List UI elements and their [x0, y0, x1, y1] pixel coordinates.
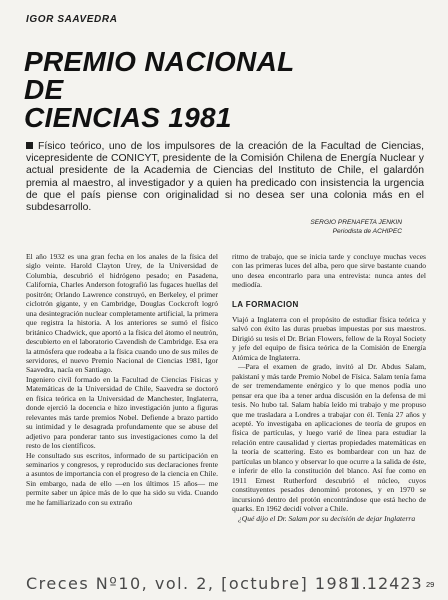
left-paragraph-3: He consultado sus escritos, informado de su participación en seminarios y congresos, y reproducido sus declaraciones frente a asuntos de importancia con el progreso de la ciencia en Chile. Sin embargo, nada de ello —en los últimos 15 años— me permite saber un ápice más de lo que ha sido su vida. Cuando me he familiarizado con su extraño: [26, 450, 218, 507]
catalog-number: I 12423: [355, 574, 423, 593]
subheading: LA FORMACION: [232, 300, 299, 309]
title-line-1: PREMIO NACIONAL: [24, 46, 295, 77]
handwritten-note: Creces Nº10, vol. 2, [octubre] 1981.: [26, 574, 369, 593]
right-intro-paragraph: ritmo de trabajo, que se inicia tarde y concluye muchas veces con las primeras luces del alba, pero que sirve bastante cuando uno desea encontrarlo para una entrevista: nunca antes del mediodía.: [232, 252, 426, 290]
right-paragraph-1: Viajó a Inglaterra con el propósito de estudiar física teórica y salvó con éxito las duras pruebas impuestas por sus maestros. Dirigió su tesis el Dr. Brian Flowers, fellow de la Royal Society y jefe del equipo de física teórica de la Comisión de Energía Atómica de Inglaterra.: [232, 315, 426, 362]
left-paragraph-1: El año 1932 es una gran fecha en los anales de la física del siglo veinte. Harold Clayton Urey, de la Universidad de Columbia, descubrió el hidrógeno pesado; en Pasadena, California, Charles Anderson fotografió las fugaces huellas del positrón; Orlando Lawrence construyó, en Berkeley, el primer ciclotrón gigante, y en Cambridge, Douglas Cockcroft logró una desintegración nuclear completamente artificial, la primera que registra la historia. A los anteriores se sumó el físico británico Chadwick, que aportó a la física del átomo el neutrón, descubierto en el laboratorio Cavendish de Cambridge. Esa era la atmósfera que rodeaba a la física cuando uno de sus miles de servidores, el nuevo Premio Nacional de Ciencias 1981, Igor Saavedra, nacía en Santiago.: [26, 252, 218, 375]
title-line-2: DE: [24, 74, 64, 105]
right-column: [232, 315, 426, 523]
author-name: IGOR SAAVEDRA: [26, 14, 118, 25]
byline: [310, 219, 402, 236]
byline-role: Periodista de ACHIPEC: [332, 227, 402, 235]
right-paragraph-2: —Para el examen de grado, invitó al Dr. Abdus Salam, pakistaní y más tarde Premio Nobel de Física. Salam tenía fama de ser tremendamente enérgico y lo que menos podía uno pensar era que iba a tener ardua discusión en la defensa de mi tesis. No hubo tal. Salam había leído mi trabajo y me propuso que me trasladara a Londres a trabajar con él. Tenía 27 años y acepté. Yo investigaba en aplicaciones de teoría de grupos en física de partículas, y luego varié de línea para estudiar la relación entre causalidad y ciertas propiedades matemáticas en la teoría de scattering. Esto es bombardear con un haz de partículas un blanco y observar lo que ocurre a la salida de éste, e inferir de ello la constitución del blanco. Así fue como en 1911 Ernest Rutherford descubrió el núcleo, cuyos constituyentes pesados denominó protones, y en 1970 se incursionó dentro del protón encontrándose que está hecho de quarks. En 1962 decidí volver a Chile.: [232, 362, 426, 514]
left-column: [26, 252, 218, 507]
page-title: [24, 48, 344, 132]
title-line-3: CIENCIAS 1981: [24, 102, 232, 133]
left-paragraph-2: Ingeniero civil formado en la Facultad de Ciencias Físicas y Matemáticas de la Universidad de Chile, Saavedra se doctoró en física teórica en la Universidad de Manchester, Inglaterra, donde ejerció la docencia e hizo investigación junto a figuras relevantes más tarde premios Nobel. Defiende a brazo partido su intimidad y le desagrada profundamente que se abuse del adjetivo para ponderar tanto sus investigaciones como la del resto de los científicos.: [26, 374, 218, 451]
lead-text: Físico teórico, uno de los impulsores de la creación de la Facultad de Ciencias, vicepresidente de CONICYT, presidente de la Comisión Chilena de Energía Nuclear y actual presidente de la Academia de Ciencias del Instituto de Chile, el galardón premia al maestro, al investigador y a quien ha predicado con insistencia la urgencia de que el país piense con originalidad si no desea ser una colonia más en el subdesarrollo.: [26, 141, 424, 214]
byline-name: SERGIO PRENAFETA JENKIN: [310, 219, 402, 226]
right-column-intro: [232, 252, 426, 290]
page-number: 29: [426, 580, 435, 589]
right-paragraph-3: ¿Qué dijo el Dr. Salam por su decisión de dejar Inglaterra: [238, 513, 416, 523]
lead-paragraph: [26, 141, 424, 214]
bullet-square-icon: [26, 142, 33, 149]
